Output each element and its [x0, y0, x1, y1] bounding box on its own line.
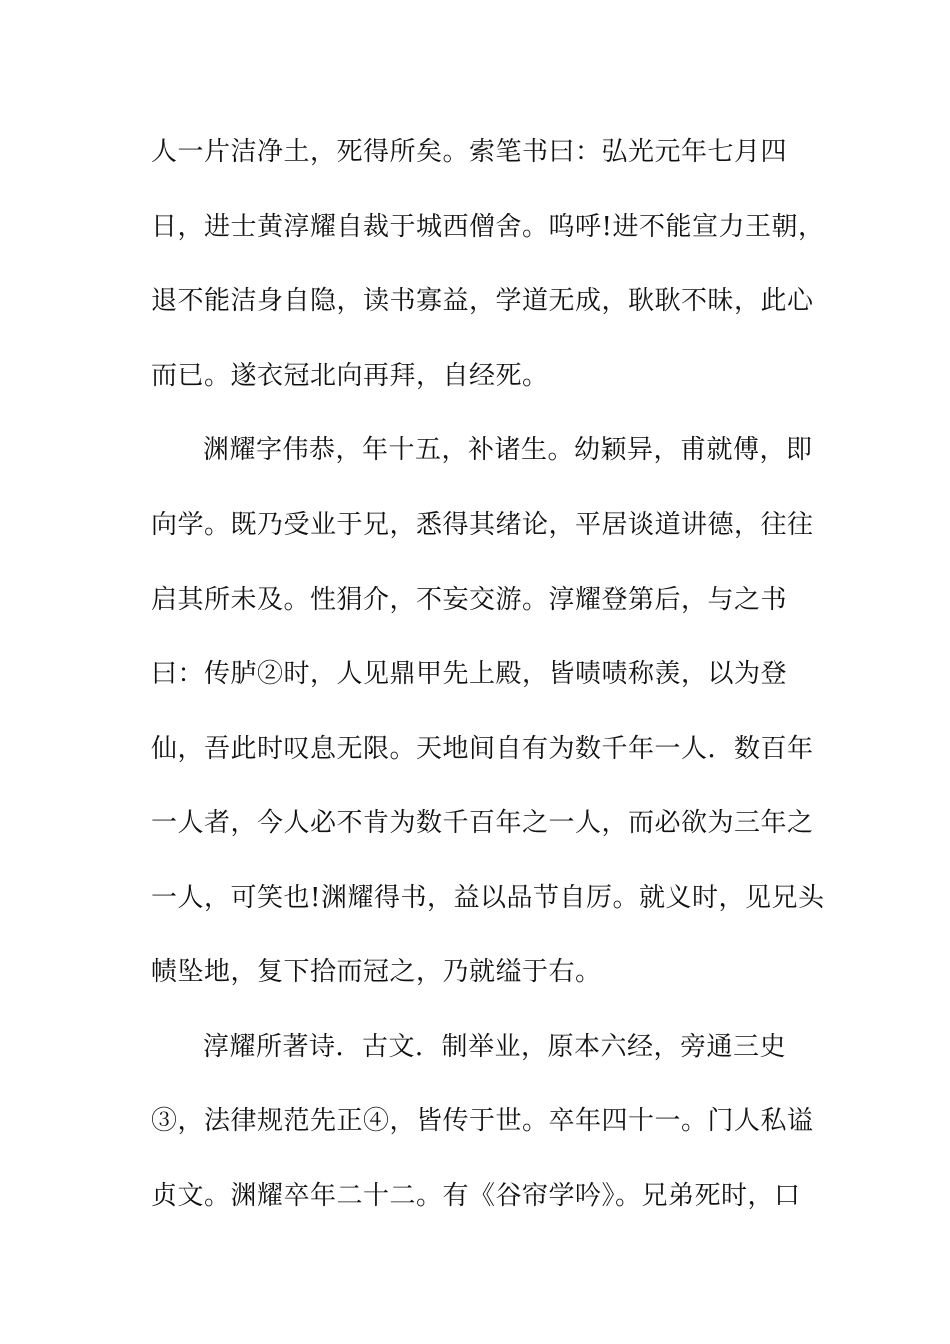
text-line: 帻坠地，复下拾而冠之，乃就缢于右。: [151, 957, 602, 987]
text-line: ③，法律规范先正④，皆传于世。卒年四十一。门人私谥: [151, 1106, 814, 1136]
text-line: 一人者，今人必不肯为数千百年之一人，而必欲为三年之: [151, 808, 814, 838]
text-line: 人一片洁净土，死得所矣。索笔书曰：弘光元年七月四: [151, 137, 788, 167]
text-line: 日，进士黄淳耀自裁于城西僧舍。呜呼!进不能宣力王朝，: [151, 212, 825, 242]
text-line: 退不能洁身自隐，读书寡益，学道无成，耿耿不昧，此心: [151, 286, 814, 316]
text-line: 启其所未及。性狷介，不妄交游。淳耀登第后，与之书: [151, 585, 788, 615]
text-line: 而已。遂衣冠北向再拜，自经死。: [151, 361, 549, 391]
text-line: 一人，可笑也!渊耀得书，益以品节自厉。就义时，见兄头: [151, 883, 825, 913]
text-line: 淳耀所著诗．古文．制举业，原本六经，旁通三史: [203, 1032, 787, 1062]
text-line: 仙，吾此时叹息无限。天地间自有为数千年一人．数百年: [151, 734, 814, 764]
text-line: 渊耀字伟恭，年十五，补诸生。幼颖异，甫就傅，即: [203, 435, 813, 465]
text-line: 向学。既乃受业于兄，悉得其绪论，平居谈道讲德，往往: [151, 510, 814, 540]
text-line: 曰：传胪②时，人见鼎甲先上殿，皆啧啧称羡，以为登: [151, 659, 788, 689]
text-line: 贞文。渊耀卒年二十二。有《谷帘学吟》。兄弟死时，口: [151, 1181, 801, 1211]
